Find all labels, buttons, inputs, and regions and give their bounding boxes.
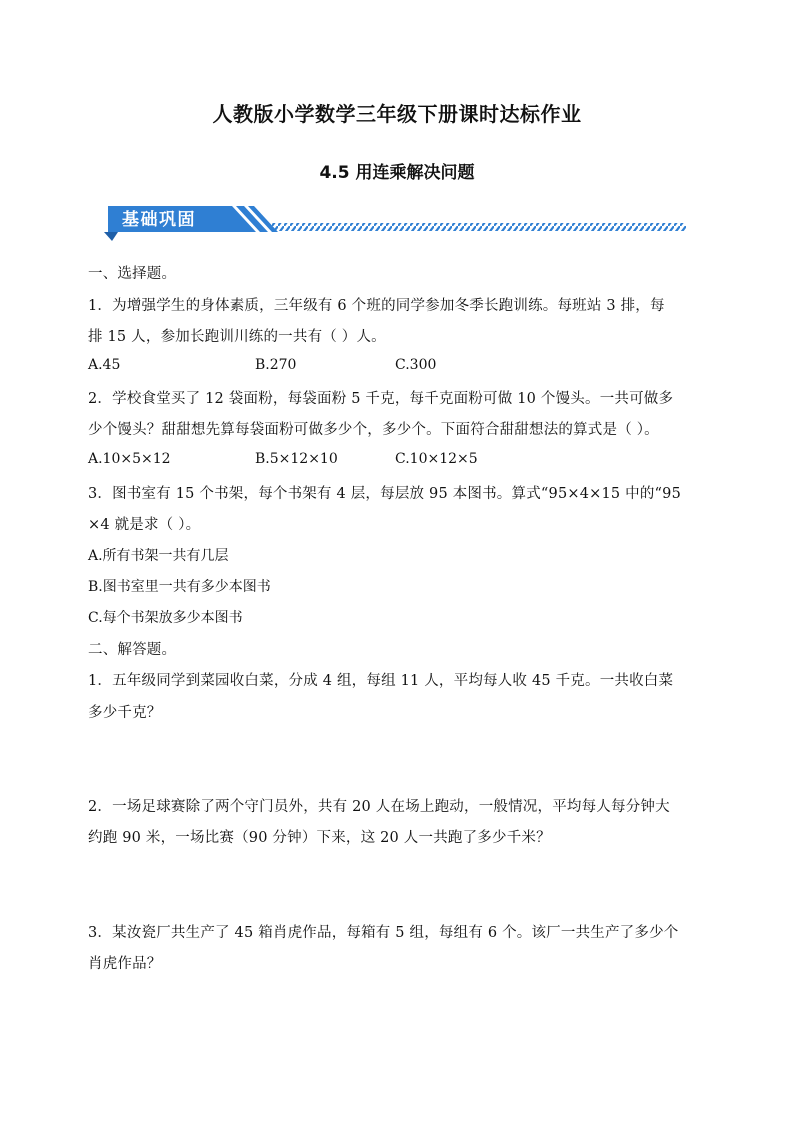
option-c: C.10×12×5 <box>395 451 478 467</box>
option-c: C.300 <box>395 357 437 373</box>
hatched-rule <box>272 223 686 231</box>
part2-heading: 二、解答题。 <box>88 642 177 658</box>
option-c: C.每个书架放多少本图书 <box>88 610 243 626</box>
page-title: 人教版小学数学三年级下册课时达标作业 <box>212 102 582 126</box>
question-text: 2．学校食堂买了 12 袋面粉，每袋面粉 5 千克，每千克面粉可做 10 个馒头。一共可做多 <box>88 391 674 407</box>
question-text: 肖虎作品？ <box>88 956 162 972</box>
question-text: 1．为增强学生的身体素质，三年级有 6 个班的同学参加冬季长跑训练。每班站 3 排，每 <box>88 298 665 314</box>
option-b: B.图书室里一共有多少本图书 <box>88 579 271 595</box>
question-text: 3．图书室有 15 个书架，每个书架有 4 层，每层放 95 本图书。算式“95×4×15 中的“95 <box>88 486 682 502</box>
question-text: 少个馒头？甜甜想先算每袋面粉可做多少个，多少个。下面符合甜甜想法的算式是（ ）。 <box>88 422 659 438</box>
part1-heading: 一、选择题。 <box>88 266 177 282</box>
badge-fold <box>104 232 118 241</box>
section-badge-label: 基础巩固 <box>122 210 196 230</box>
option-a: A.10×5×12 <box>88 451 171 467</box>
option-b: B.5×12×10 <box>255 451 338 467</box>
question-text: 多少千克？ <box>88 705 162 721</box>
option-a: A.所有书架一共有几层 <box>88 548 229 564</box>
question-text: 3．某汝瓷厂共生产了 45 箱肖虎作品，每箱有 5 组，每组有 6 个。该厂一共生产了多少个 <box>88 925 679 941</box>
question-text: 1．五年级同学到菜园收白菜，分成 4 组，每组 11 人，平均每人收 45 千克。一共收白菜 <box>88 673 674 689</box>
question-text: 2．一场足球赛除了两个守门员外，共有 20 人在场上跑动，一般情况，平均每人每分钟大 <box>88 799 670 815</box>
lesson-subtitle: 4.5 用连乘解决问题 <box>319 163 475 183</box>
question-text: 约跑 90 米，一场比赛（90 分钟）下来，这 20 人一共跑了多少千米？ <box>88 830 551 846</box>
option-b: B.270 <box>255 357 297 373</box>
question-text: 排 15 人，参加长跑训川练的一共有（ ）人。 <box>88 329 386 345</box>
section-banner <box>104 202 694 242</box>
question-text: ×4 就是求（ ）。 <box>88 517 201 533</box>
option-a: A.45 <box>88 357 121 373</box>
